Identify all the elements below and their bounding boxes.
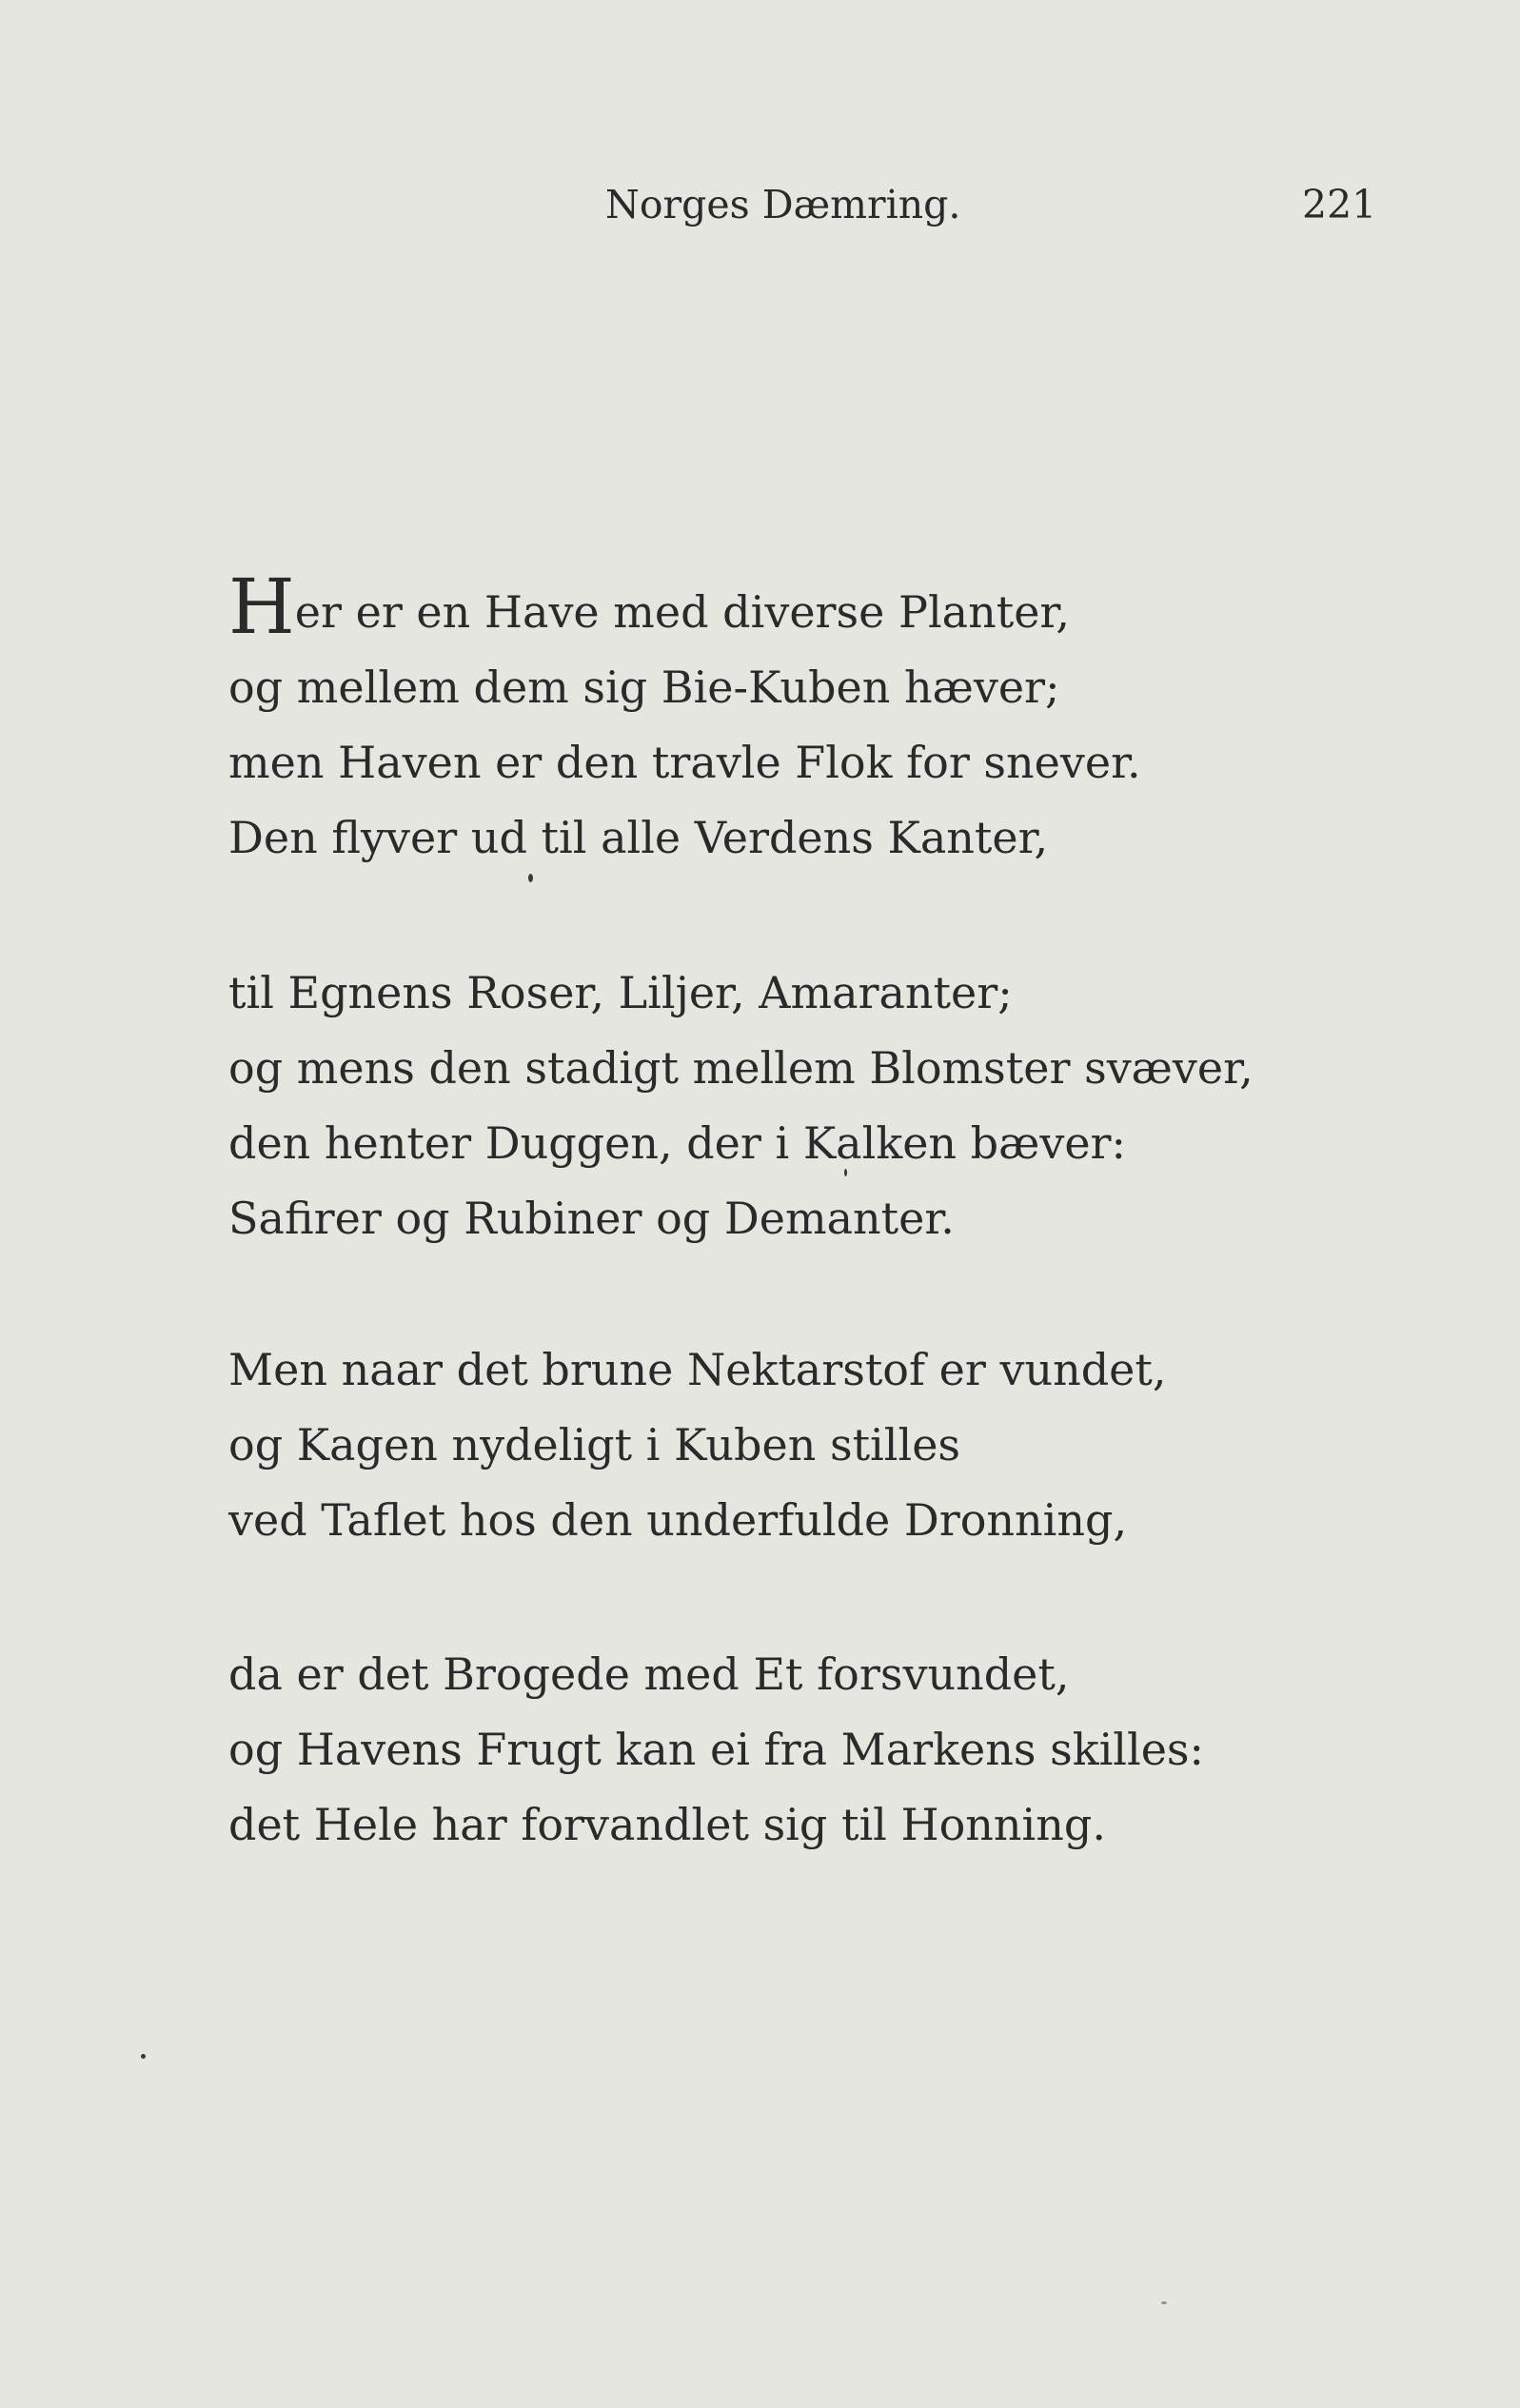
stanza-1 bbox=[228, 563, 1332, 876]
ink-speck bbox=[844, 1169, 847, 1176]
poem-line: Men naar det brune Nektarstof er vundet, bbox=[228, 1344, 1167, 1395]
poem-line: og Havens Frugt kan ei fra Markens skilles: bbox=[228, 1724, 1205, 1775]
ink-speck bbox=[141, 2054, 146, 2059]
poem-line: men Haven er den travle Flok for snever. bbox=[228, 737, 1141, 788]
poem-line: Den flyver ud til alle Verdens Kanter, bbox=[228, 812, 1049, 863]
stanza-4 bbox=[228, 1637, 1332, 1863]
poem-line: og Kagen nydeligt i Kuben stilles bbox=[228, 1419, 961, 1470]
ink-speck bbox=[528, 874, 533, 882]
poem-line: til Egnens Roser, Liljer, Amaranter; bbox=[228, 967, 1013, 1018]
poem-line: den henter Duggen, der i Kalken bæver: bbox=[228, 1117, 1127, 1169]
page-number: 221 bbox=[1302, 182, 1377, 227]
poem-line: Safirer og Rubiner og Demanter. bbox=[228, 1193, 955, 1244]
poem-line: og mens den stadigt mellem Blomster svæver, bbox=[228, 1042, 1254, 1094]
poem-line: da er det Brogede med Et forsvundet, bbox=[228, 1648, 1070, 1700]
stanza-3 bbox=[228, 1332, 1332, 1558]
poem-line: og mellem dem sig Bie-Kuben hæver; bbox=[228, 661, 1060, 713]
ink-speck bbox=[1161, 2301, 1167, 2304]
stanza-2 bbox=[228, 956, 1332, 1256]
poem-line: ved Taflet hos den underfulde Dronning, bbox=[228, 1494, 1128, 1546]
drop-cap: H bbox=[228, 563, 295, 651]
poem-line: det Hele har forvandlet sig til Honning. bbox=[228, 1799, 1106, 1850]
poem-line bbox=[228, 563, 1332, 651]
running-title: Norges Dæmring. bbox=[605, 182, 961, 227]
poem-line-text: er er en Have med diverse Planter, bbox=[294, 586, 1070, 638]
